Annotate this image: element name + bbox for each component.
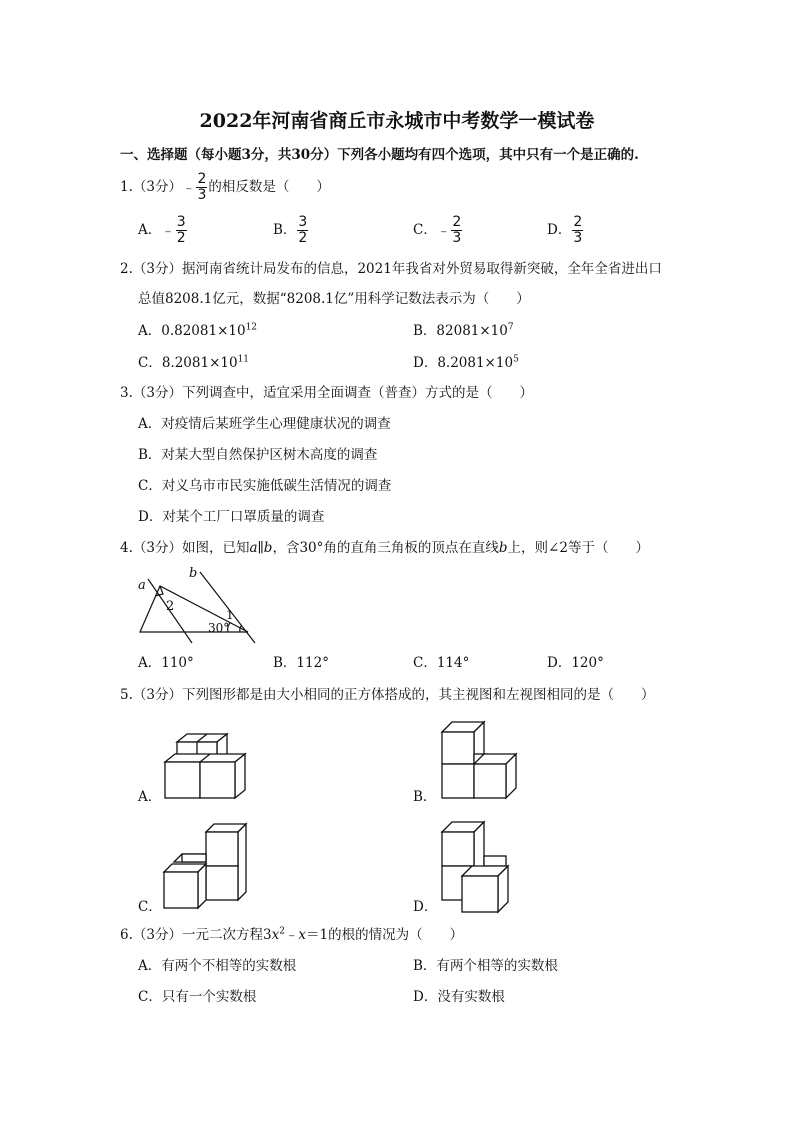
option-d[interactable]: D．120° — [547, 655, 604, 671]
question-5-stem: 5.（3分）下列图形都是由大小相同的正方体搭成的，其主视图和左视图相同的是（ ） — [120, 687, 655, 703]
option-c[interactable]: C．$8.2081\times 10^{11}$ — [138, 354, 250, 371]
option-b[interactable]: B．$82081\times 10^7$ — [413, 322, 514, 339]
option-d[interactable]: D． — [413, 899, 438, 915]
option-a[interactable]: A．对疫情后某班学生心理健康状况的调查 — [138, 416, 391, 432]
label-angle-2: 2 — [166, 599, 175, 614]
option-c[interactable]: C．114° — [413, 655, 470, 671]
fraction: $\frac{2}{3}$ — [452, 214, 462, 246]
question-4-stem: 4.（3分）如图，已知a∥b，含30°角的直角三角板的顶点在直线b上，则∠2等于（ ） — [120, 540, 649, 556]
fraction: $\frac{3}{2}$ — [176, 214, 186, 246]
option-a[interactable]: A．﹣ $\frac{3}{2}$ — [138, 214, 186, 246]
option-c[interactable]: C．只有一个实数根 — [138, 989, 257, 1005]
option-a[interactable]: A．110° — [138, 655, 194, 671]
option-d[interactable]: D．对某个工厂口罩质量的调查 — [138, 509, 325, 525]
option-a[interactable]: A．有两个不相等的实数根 — [138, 958, 297, 974]
option-a[interactable]: A．$0.82081\times 10^{12}$ — [138, 322, 258, 339]
triangle-parallel-lines-figure — [130, 562, 270, 644]
option-c[interactable]: C．对义乌市市民实施低碳生活情况的调查 — [138, 478, 392, 494]
option-d[interactable]: D．没有实数根 — [413, 989, 505, 1005]
page-title: 2022年河南省商丘市永城市中考数学一模试卷 — [199, 110, 595, 132]
question-1-stem — [120, 170, 330, 205]
option-d[interactable]: D． $\frac{2}{3}$ — [547, 214, 583, 246]
question-3-stem: 3.（3分）下列调查中，适宜采用全面调查（普查）方式的是（ ） — [120, 385, 533, 401]
option-c[interactable]: C． — [138, 899, 162, 915]
minus-sign: ﹣ — [181, 179, 196, 196]
question-points: （3分） — [132, 179, 182, 195]
option-b[interactable]: B．有两个相等的实数根 — [413, 958, 558, 974]
fraction: $\frac{2}{3}$ — [573, 214, 583, 246]
cube-figure-c — [160, 822, 250, 914]
option-c[interactable]: C．﹣ $\frac{2}{3}$ — [413, 214, 462, 246]
question-text: 的相反数是（ ） — [208, 179, 330, 195]
fraction: $\frac{3}{2}$ — [298, 214, 308, 246]
question-2-stem-line2: 总值8208.1亿元，数据“8208.1亿”用科学记数法表示为（ ） — [138, 291, 530, 307]
label-30-degrees: 30° — [208, 621, 230, 635]
option-b[interactable]: B．对某大型自然保护区树木高度的调查 — [138, 447, 378, 463]
option-b[interactable]: B．112° — [273, 655, 329, 671]
question-number: 1. — [120, 179, 133, 195]
option-a[interactable]: A． — [138, 789, 162, 805]
option-b[interactable]: B． — [413, 789, 437, 805]
fraction: $\frac{2}{3}$ — [197, 171, 207, 203]
question-6-stem: 6.（3分）一元二次方程$3x^2﹣x=1$的根的情况为（ ） — [120, 926, 464, 943]
label-b: b — [189, 566, 198, 581]
question-2-stem-line1: 2.（3分）据河南省统计局发布的信息，2021年我省对外贸易取得新突破，全年全省进出口 — [120, 261, 662, 277]
cube-figure-d — [440, 818, 530, 914]
label-a: a — [138, 578, 146, 593]
cube-figure-a — [160, 732, 250, 804]
label-angle-1: 1 — [226, 608, 234, 622]
cube-figure-b — [440, 718, 520, 804]
option-b[interactable]: B． $\frac{3}{2}$ — [273, 214, 308, 246]
section-heading: 一、选择题（每小题3分，共30分）下列各小题均有四个选项，其中只有一个是正确的. — [120, 147, 639, 163]
option-d[interactable]: D．$8.2081\times 10^5$ — [413, 354, 519, 371]
